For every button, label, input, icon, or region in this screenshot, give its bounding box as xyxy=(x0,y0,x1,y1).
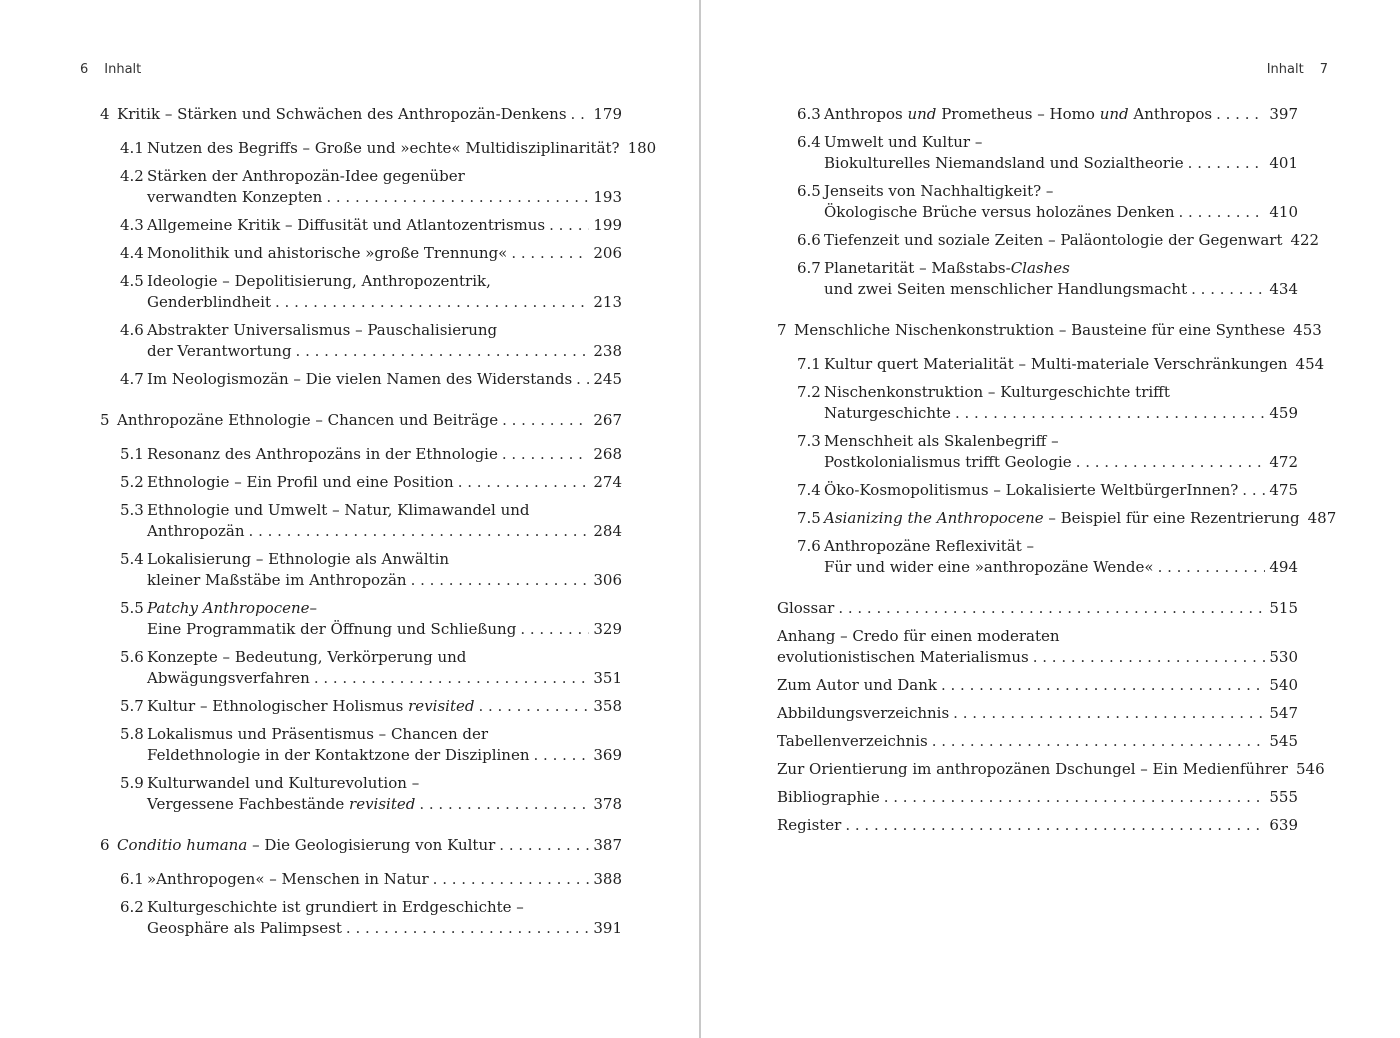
toc-entry[interactable]: 4.1 Nutzen des Begriffs – Große und »echte« Multidisziplinarität? 180 xyxy=(120,139,657,157)
toc-entry[interactable]: 6.7 Planetarität – Maßstabs- Clashes und zwei Seiten menschlicher Handlungsmacht . . . 434 xyxy=(797,258,1298,300)
toc-entry-appendix[interactable]: Glossar . . . 515 xyxy=(777,598,1298,619)
toc-entry[interactable]: 4.7 Im Neologismozän – Die vielen Namen des Widerstands . . . 245 xyxy=(120,369,622,390)
toc-entry[interactable]: 7.4 Öko-Kosmopolitismus – Lokalisierte WeltbürgerInnen? . . . 475 xyxy=(797,480,1298,501)
toc-entry[interactable]: 7 Menschliche Nischenkonstruktion – Bausteine für eine Synthese 453 xyxy=(777,321,1322,339)
toc-entry-appendix[interactable]: Register . . . 639 xyxy=(777,815,1298,836)
toc-entry[interactable]: 6.5 Jenseits von Nachhaltigkeit? – Ökologische Brüche versus holozänes Denken . . . 410 xyxy=(797,181,1298,223)
toc-entry[interactable]: 6.1 »Anthropogen« – Menschen in Natur . . . 388 xyxy=(120,869,622,890)
toc-entry[interactable]: 5.1 Resonanz des Anthropozäns in der Ethnologie . . . 268 xyxy=(120,444,622,465)
toc-entry-appendix[interactable]: Abbildungsverzeichnis . . . 547 xyxy=(777,703,1298,724)
running-head-title: Inhalt xyxy=(1266,62,1304,77)
toc-entry[interactable]: 7.6 Anthropozäne Reflexivität – Für und wider eine »anthropozäne Wende« . . . 494 xyxy=(797,536,1298,578)
toc-entry[interactable]: 5.7 Kultur – Ethnologischer Holismus revisited . . . 358 xyxy=(120,696,622,717)
toc-entry[interactable]: 5 Anthropozäne Ethnologie – Chancen und Beiträge . . . 267 xyxy=(100,410,622,431)
toc-entry[interactable]: 7.3 Menschheit als Skalenbegriff – Postkolonialismus trifft Geologie . . . 472 xyxy=(797,431,1298,473)
right-page xyxy=(701,0,1400,1038)
running-head-title: Inhalt xyxy=(104,62,142,77)
toc-entry[interactable]: 6.3 Anthropos und Prometheus – Homo und Anthropos . . . 397 xyxy=(797,104,1298,125)
toc-entry-appendix[interactable]: Anhang – Credo für einen moderaten evolutionistischen Materialismus . . . 530 xyxy=(777,626,1298,668)
toc-entry[interactable]: 6.4 Umwelt und Kultur – Biokulturelles Niemandsland und Sozialtheorie . . . 401 xyxy=(797,132,1298,174)
toc-entry[interactable]: 7.2 Nischenkonstruktion – Kulturgeschichte trifft Naturgeschichte . . . 459 xyxy=(797,382,1298,424)
toc-entry[interactable]: 5.6 Konzepte – Bedeutung, Verkörperung und Abwägungsverfahren . . . 351 xyxy=(120,647,622,689)
toc-entry[interactable]: 4.6 Abstrakter Universalismus – Pauschalisierung der Verantwortung . . . 238 xyxy=(120,320,622,362)
table-of-contents xyxy=(100,104,657,946)
running-head xyxy=(1267,62,1328,77)
table-of-contents xyxy=(777,104,1337,843)
toc-entry[interactable]: 4.4 Monolithik und ahistorische »große Trennung« . . . 206 xyxy=(120,243,622,264)
toc-entry[interactable]: 6.2 Kulturgeschichte ist grundiert in Erdgeschichte – Geosphäre als Palimpsest . . . 391 xyxy=(120,897,622,939)
toc-entry[interactable]: 7.5 Asianizing the Anthropocene – Beispiel für eine Rezentrierung 487 xyxy=(797,509,1337,527)
toc-entry-appendix[interactable]: Bibliographie . . . 555 xyxy=(777,787,1298,808)
toc-entry[interactable]: 6.6 Tiefenzeit und soziale Zeiten – Paläontologie der Gegenwart 422 xyxy=(797,231,1320,249)
toc-entry[interactable]: 5.5 Patchy Anthropocene – Eine Programmatik der Öffnung und Schließung . . . 329 xyxy=(120,598,622,640)
toc-entry[interactable]: 4.3 Allgemeine Kritik – Diffusität und Atlantozentrismus . . . 199 xyxy=(120,215,622,236)
toc-entry[interactable]: 6 Conditio humana – Die Geologisierung von Kultur . . . 387 xyxy=(100,835,622,856)
toc-entry[interactable]: 5.3 Ethnologie und Umwelt – Natur, Klimawandel und Anthropozän . . . 284 xyxy=(120,500,622,542)
toc-entry[interactable]: 4.5 Ideologie – Depolitisierung, Anthropozentrik, Genderblindheit . . . 213 xyxy=(120,271,622,313)
toc-entry[interactable]: 7.1 Kultur quert Materialität – Multi-materiale Verschränkungen 454 xyxy=(797,355,1325,373)
toc-entry-appendix[interactable]: Tabellenverzeichnis . . . 545 xyxy=(777,731,1298,752)
running-head xyxy=(80,62,141,77)
toc-entry[interactable]: 5.9 Kulturwandel und Kulturevolution – Vergessene Fachbestände revisited . . . 378 xyxy=(120,773,622,815)
page-number: 6 xyxy=(80,62,89,77)
toc-entry[interactable]: 4.2 Stärken der Anthropozän-Idee gegenüber verwandten Konzepten . . . 193 xyxy=(120,166,622,208)
toc-entry[interactable]: 5.4 Lokalisierung – Ethnologie als Anwältin kleiner Maßstäbe im Anthropozän . . . 306 xyxy=(120,549,622,591)
toc-entry-appendix[interactable]: Zur Orientierung im anthropozänen Dschungel – Ein Medienführer 546 xyxy=(777,760,1325,778)
toc-entry[interactable]: 5.8 Lokalismus und Präsentismus – Chancen der Feldethnologie in der Kontaktzone der Disziplinen . . . 369 xyxy=(120,724,622,766)
left-page xyxy=(0,0,699,1038)
toc-entry[interactable]: 5.2 Ethnologie – Ein Profil und eine Position . . . 274 xyxy=(120,472,622,493)
toc-entry[interactable]: 4 Kritik – Stärken und Schwächen des Anthropozän-Denkens . . . 179 xyxy=(100,104,622,125)
page-number: 7 xyxy=(1319,62,1328,77)
toc-entry-appendix[interactable]: Zum Autor und Dank . . . 540 xyxy=(777,675,1298,696)
